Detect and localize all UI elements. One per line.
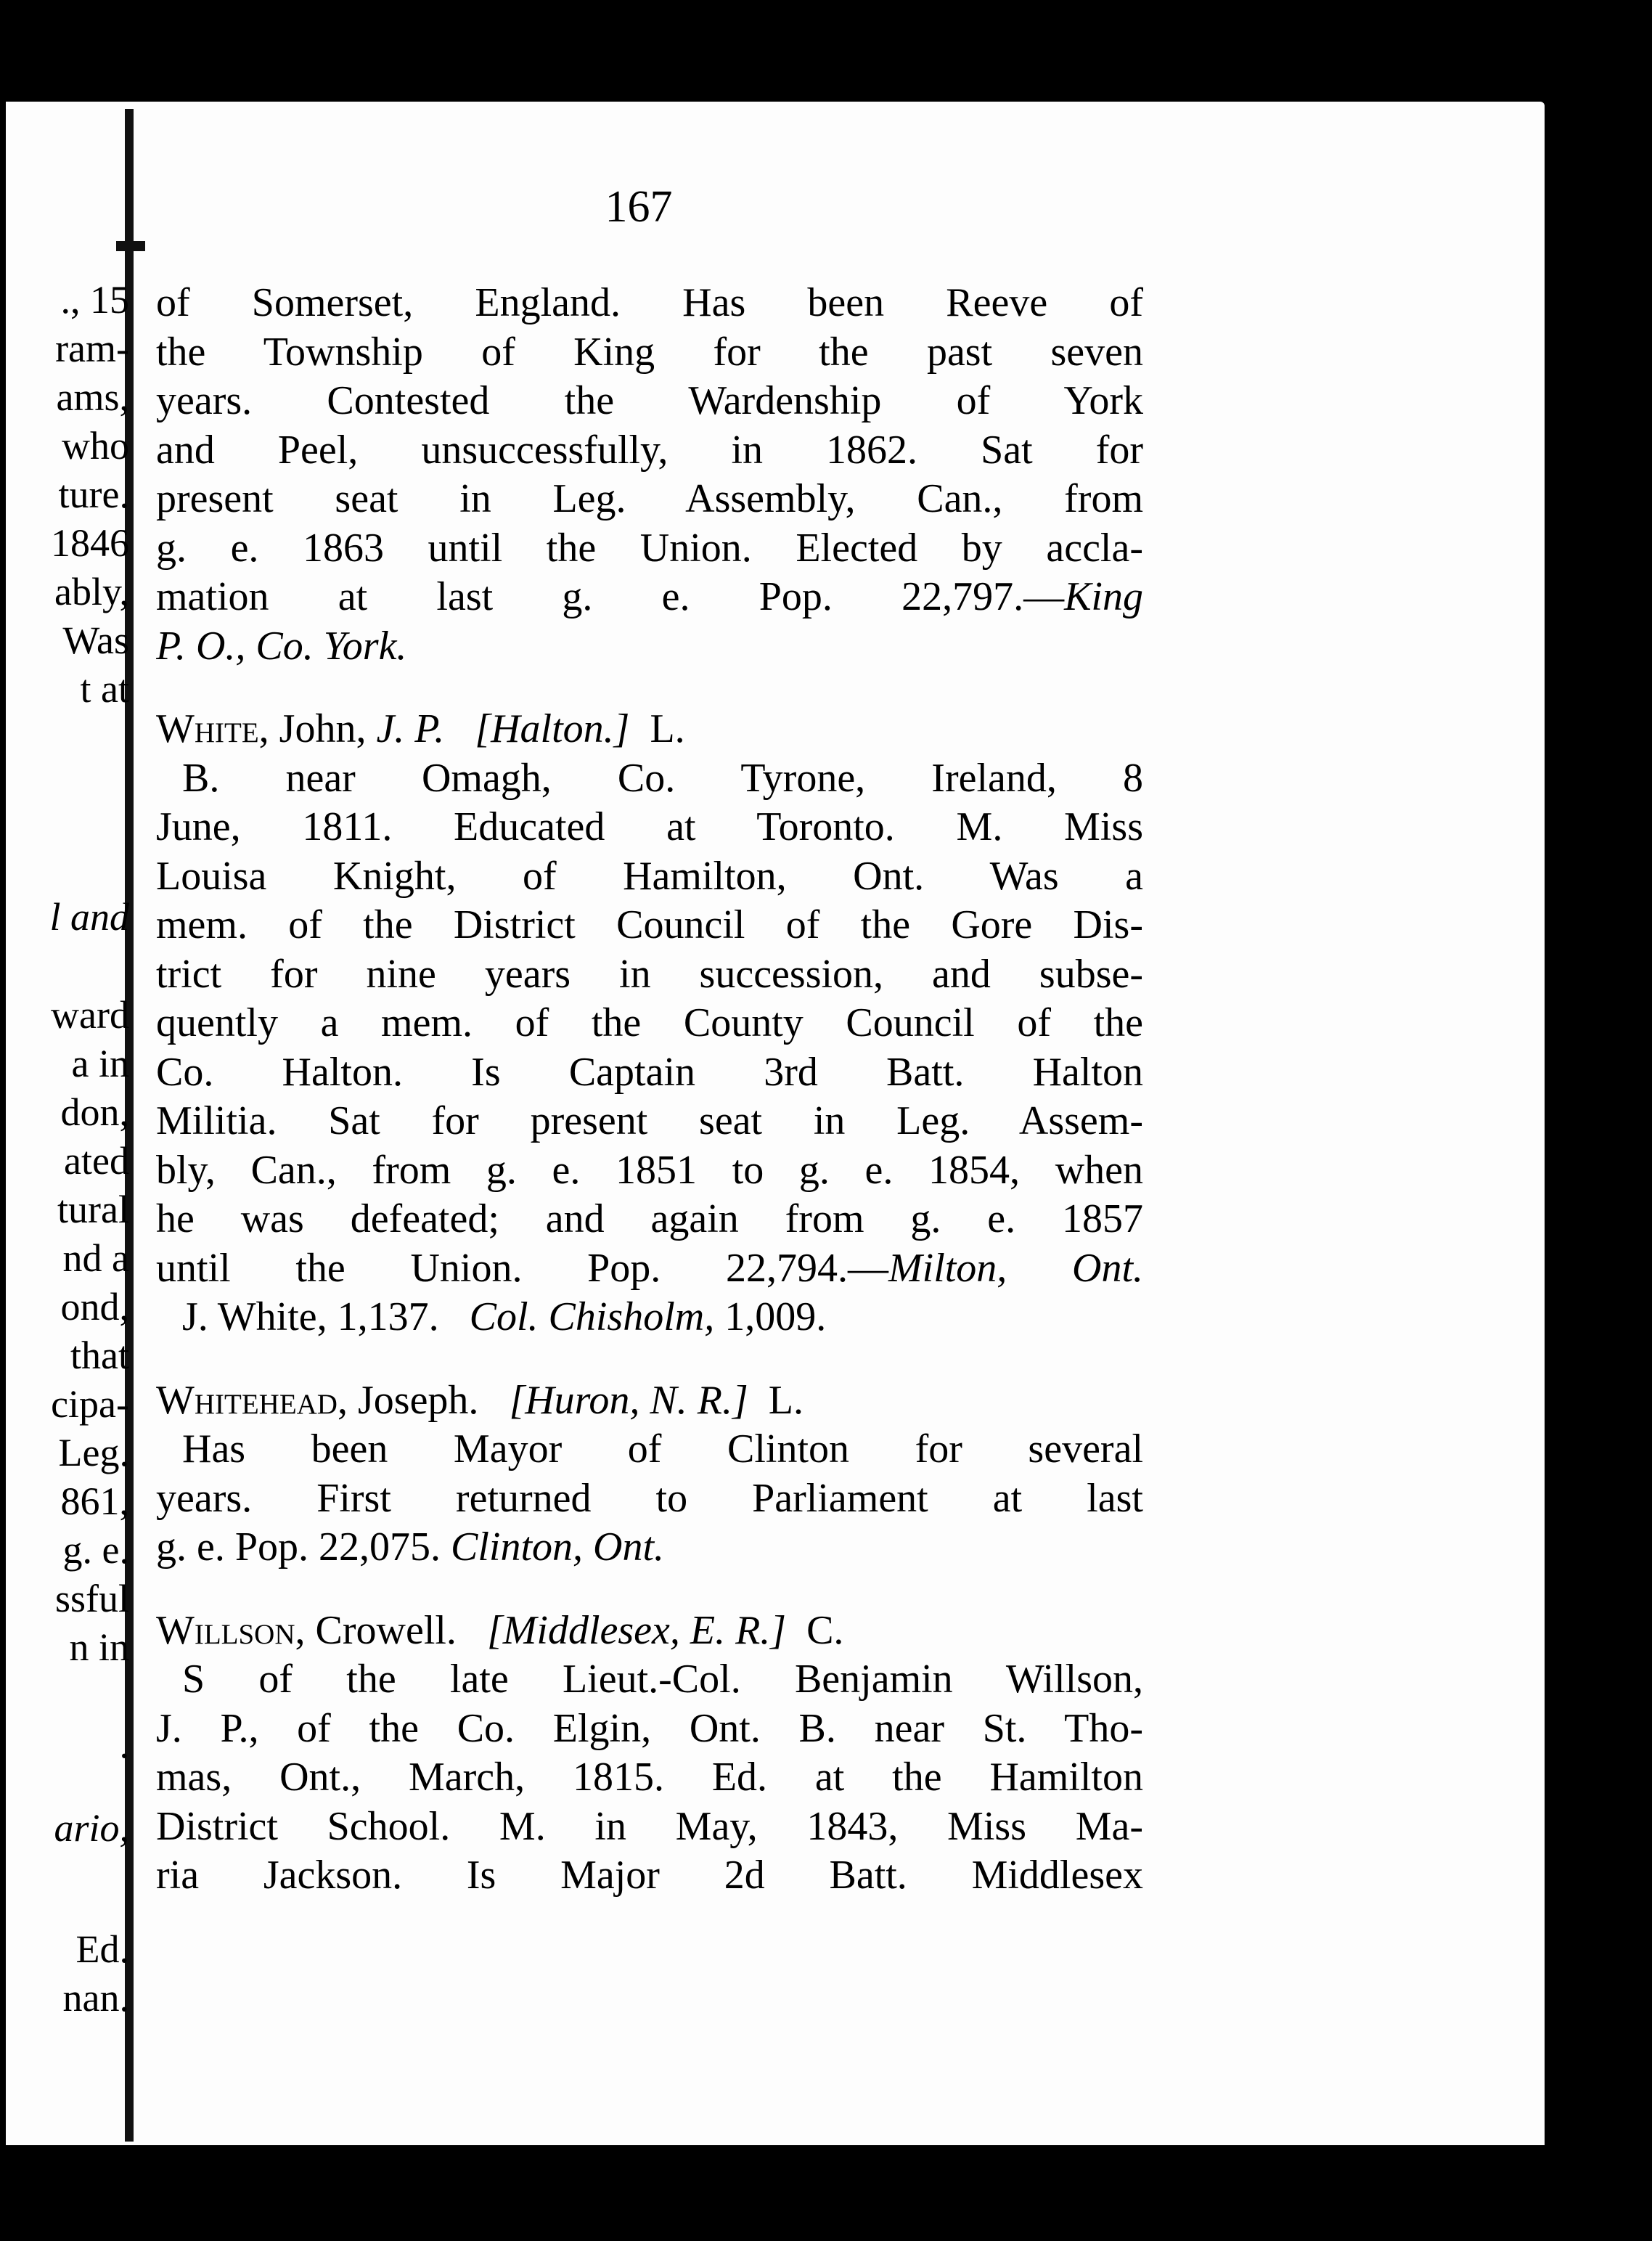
fragment-line: ond, (60, 1285, 129, 1328)
text-line: J. P., of the Co. Elgin, Ont. B. near St. Tho- (156, 1705, 1143, 1751)
text-line: Co. Halton. Is Captain 3rd Batt. Halton (156, 1049, 1143, 1095)
election-result-line (156, 1293, 1143, 1342)
fragment-line: who (62, 424, 129, 468)
text-line: Louisa Knight, of Hamilton, Ont. Was a (156, 853, 1143, 899)
text-line: years. Contested the Wardenship of York (156, 378, 1143, 423)
entry-riding: [Huron, N. R.] (509, 1377, 748, 1423)
fragment-line: 1846 (51, 521, 129, 565)
text-line: the Township of King for the past seven (156, 329, 1143, 375)
post-office-address: Clinton, Ont. (451, 1524, 665, 1569)
entry-riding: [Middlesex, E. R.] (486, 1607, 787, 1653)
text-line: quently a mem. of the County Council of the (156, 1000, 1143, 1045)
opponent-votes: 1,009. (724, 1294, 827, 1339)
text-line: bly, Can., from g. e. 1851 to g. e. 1854, when (156, 1147, 1143, 1193)
entry-surname: Whitehead (156, 1377, 338, 1423)
continued-entry (156, 279, 1143, 671)
text-line: S of the late Lieut.-Col. Benjamin Willson, (182, 1657, 1143, 1702)
binding-gutter-mark (116, 241, 145, 251)
fragment-line: ., 15 (60, 278, 129, 322)
fragment-line: a in (71, 1042, 129, 1085)
fragment-line: tural (57, 1188, 129, 1231)
text-line: mem. of the District Council of the Gore Dis- (156, 902, 1143, 947)
text-line: years. First returned to Parliament at last (156, 1475, 1143, 1521)
post-office-address: Milton, Ont. (888, 1245, 1143, 1291)
entry-title: J. P. (376, 706, 445, 751)
text-span: mation at last g. e. Pop. 22,797.— (156, 574, 1065, 619)
entry-heading (156, 705, 1143, 754)
fragment-line: n in (69, 1625, 129, 1669)
entry-surname: White (156, 706, 259, 751)
fragment-line: 861, (60, 1479, 129, 1523)
fragment-line: Leg. (58, 1431, 129, 1474)
text-span: until the Union. Pop. 22,794.— (156, 1245, 888, 1291)
text-line: and Peel, unsuccessfully, in 1862. Sat for (156, 427, 1143, 473)
entry-party: L. (650, 706, 685, 751)
text-line: Militia. Sat for present seat in Leg. Assem- (156, 1098, 1143, 1143)
post-office-town: King (1064, 574, 1143, 619)
text-line: ria Jackson. Is Major 2d Batt. Middlesex (156, 1853, 1143, 1898)
text-line-with-address (156, 573, 1143, 622)
winner-votes: J. White, 1,137. (182, 1294, 439, 1339)
entry-given-name: , Crowell. (295, 1607, 467, 1653)
fragment-line: t at (80, 667, 129, 711)
text-line: District School. M. in May, 1843, Miss Ma- (156, 1803, 1143, 1849)
fragment-line: ssful (54, 1577, 129, 1620)
page-number: 167 (605, 182, 673, 232)
fragment-line: cipa- (51, 1382, 129, 1426)
fragment-line: ams, (56, 375, 129, 419)
entry-given-name: , John, (258, 706, 377, 751)
fragment-line: ated (64, 1139, 129, 1183)
entry-party: C. (806, 1607, 844, 1653)
post-office-address: P. O., Co. York. (156, 623, 407, 669)
fragment-line: don, (60, 1090, 129, 1134)
text-line: June, 1811. Educated at Toronto. M. Miss (156, 804, 1143, 849)
fragment-line: ario, (54, 1806, 129, 1850)
text-line: Has been Mayor of Clinton for several (182, 1426, 1143, 1471)
fragment-line: . (119, 1723, 129, 1766)
page-body (156, 279, 1143, 1901)
fragment-line: g. e. (62, 1528, 129, 1572)
fragment-line: Was (62, 619, 129, 662)
text-line-with-address (156, 1244, 1143, 1294)
fragment-line: ably, (54, 570, 129, 613)
entry-white (156, 705, 1143, 1342)
fragment-line: l and (49, 895, 129, 939)
text-line: trict for nine years in succession, and subse- (156, 951, 1143, 997)
text-line: of Somerset, England. Has been Reeve of (156, 280, 1143, 325)
entry-willson (156, 1607, 1143, 1901)
fragment-line: nd a (62, 1236, 129, 1280)
entry-heading (156, 1376, 1143, 1426)
fragment-line: Ed. (75, 1927, 129, 1971)
entry-given-name: , Joseph. (337, 1377, 489, 1423)
fragment-line: nan. (62, 1976, 129, 2020)
entry-surname: Willson (156, 1607, 295, 1653)
entry-heading (156, 1607, 1143, 1656)
opponent-name: Col. Chisholm, (469, 1294, 715, 1339)
fragment-line: ture. (58, 473, 129, 516)
entry-whitehead (156, 1376, 1143, 1572)
text-span: g. e. Pop. 22,075. (156, 1524, 451, 1569)
entry-riding: [Halton.] (475, 706, 630, 751)
text-line-with-address (156, 1523, 1143, 1572)
fragment-line: ward (51, 993, 129, 1037)
text-line: g. e. 1863 until the Union. Elected by accla- (156, 525, 1143, 571)
text-line: present seat in Leg. Assembly, Can., from (156, 476, 1143, 521)
entry-party: L. (768, 1377, 803, 1423)
text-line: he was defeated; and again from g. e. 1857 (156, 1196, 1143, 1241)
fragment-line: ram- (55, 327, 129, 370)
fragment-line: that (70, 1334, 129, 1377)
text-line: mas, Ont., March, 1815. Ed. at the Hamilton (156, 1755, 1143, 1800)
text-line: B. near Omagh, Co. Tyrone, Ireland, 8 (182, 755, 1143, 801)
